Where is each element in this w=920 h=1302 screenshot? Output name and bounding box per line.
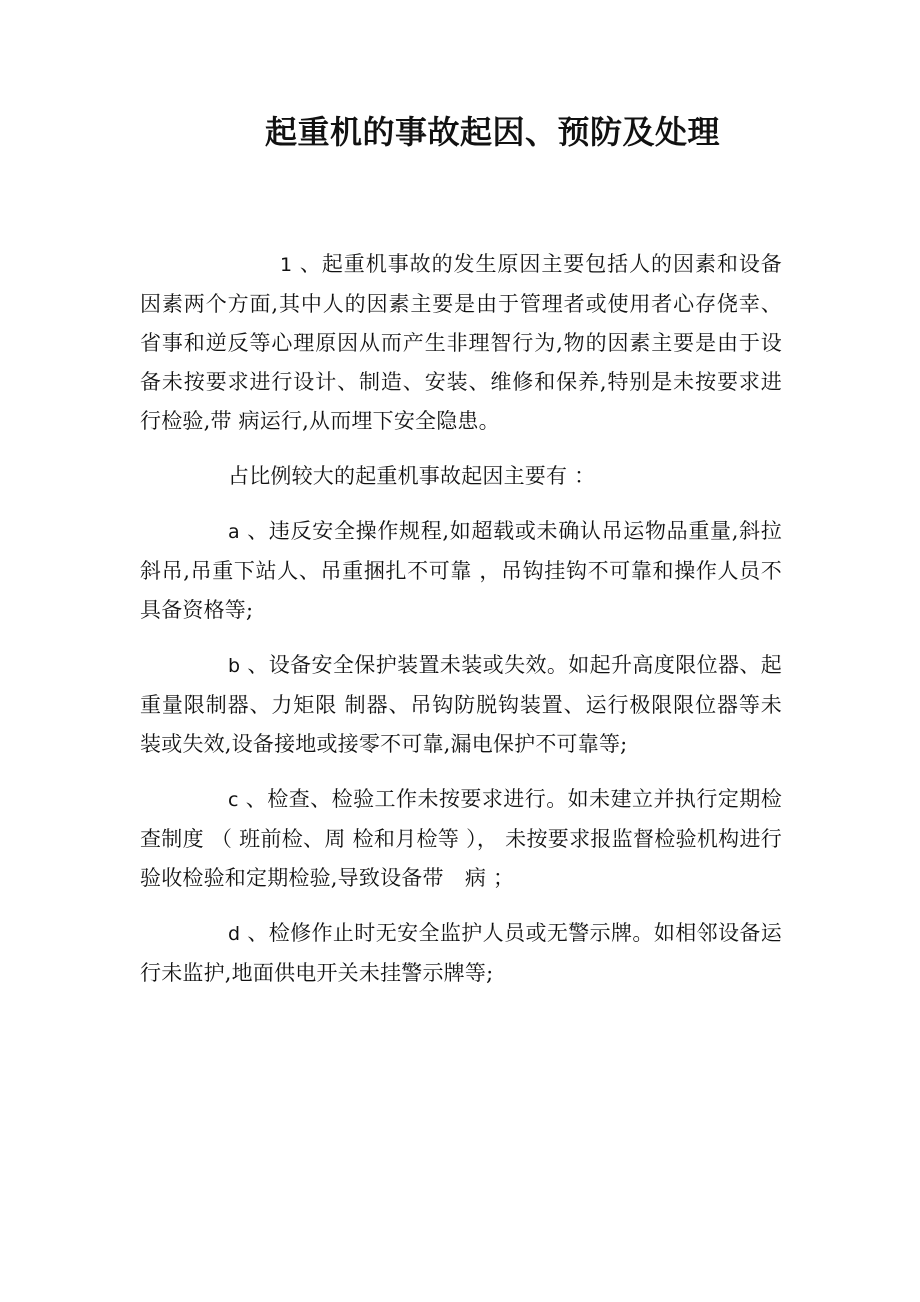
paragraph-text: 、检查、检验工作未按要求进行。如未建立并执行定期检查制度 （ 班前检、周 检和月检等 ）， 未按要求报监督检验机构进行验收检验和定期检验,导致设备带 病 ； [140, 787, 782, 890]
document-body [140, 245, 782, 1009]
paragraph-main-causes-intro [140, 457, 782, 496]
paragraph-cause-c [140, 780, 782, 898]
paragraph-cause-d [140, 914, 782, 993]
paragraph-marker: d [228, 923, 241, 945]
paragraph-text: 占比例较大的起重机事故起因主要有 ： [228, 464, 596, 488]
paragraph-text: 、违反安全操作规程,如超载或未确认吊运物品重量,斜拉斜吊,吊重下站人、吊重捆扎不可靠 ，吊钩挂钩不可靠和操作人员不具备资格等; [140, 519, 782, 622]
paragraph-cause-overview [140, 245, 782, 441]
paragraph-text: 、设备安全保护装置未装或失效。如起升高度限位器、起重量限制器、力矩限 制器、吊钩防脱钩装置、运行极限限位器等未装或失效,设备接地或接零不可靠,漏电保护不可靠等; [140, 653, 782, 756]
document-title: 起重机的事故起因、预防及处理 [264, 113, 720, 151]
paragraph-marker: b [228, 655, 241, 677]
paragraph-marker: c [228, 789, 239, 811]
paragraph-cause-b [140, 646, 782, 764]
paragraph-marker: 1 [280, 254, 293, 276]
paragraph-cause-a [140, 512, 782, 630]
paragraph-text: 、起重机事故的发生原因主要包括人的因素和设备因素两个方面,其中人的因素主要是由于管理者或使用者心存侥幸、省事和逆反等心理原因从而产生非理智行为,物的因素主要是由于设备未按要求进行设计、制造、安装、维修和保养,特别是未按要求进行检验,带 病运行,从而埋下安全隐患。 [140, 252, 782, 433]
paragraph-marker: a [228, 521, 240, 543]
paragraph-text: 、检修作止时无安全监护人员或无警示牌。如相邻设备运行未监护,地面供电开关未挂警示牌等; [140, 921, 782, 985]
